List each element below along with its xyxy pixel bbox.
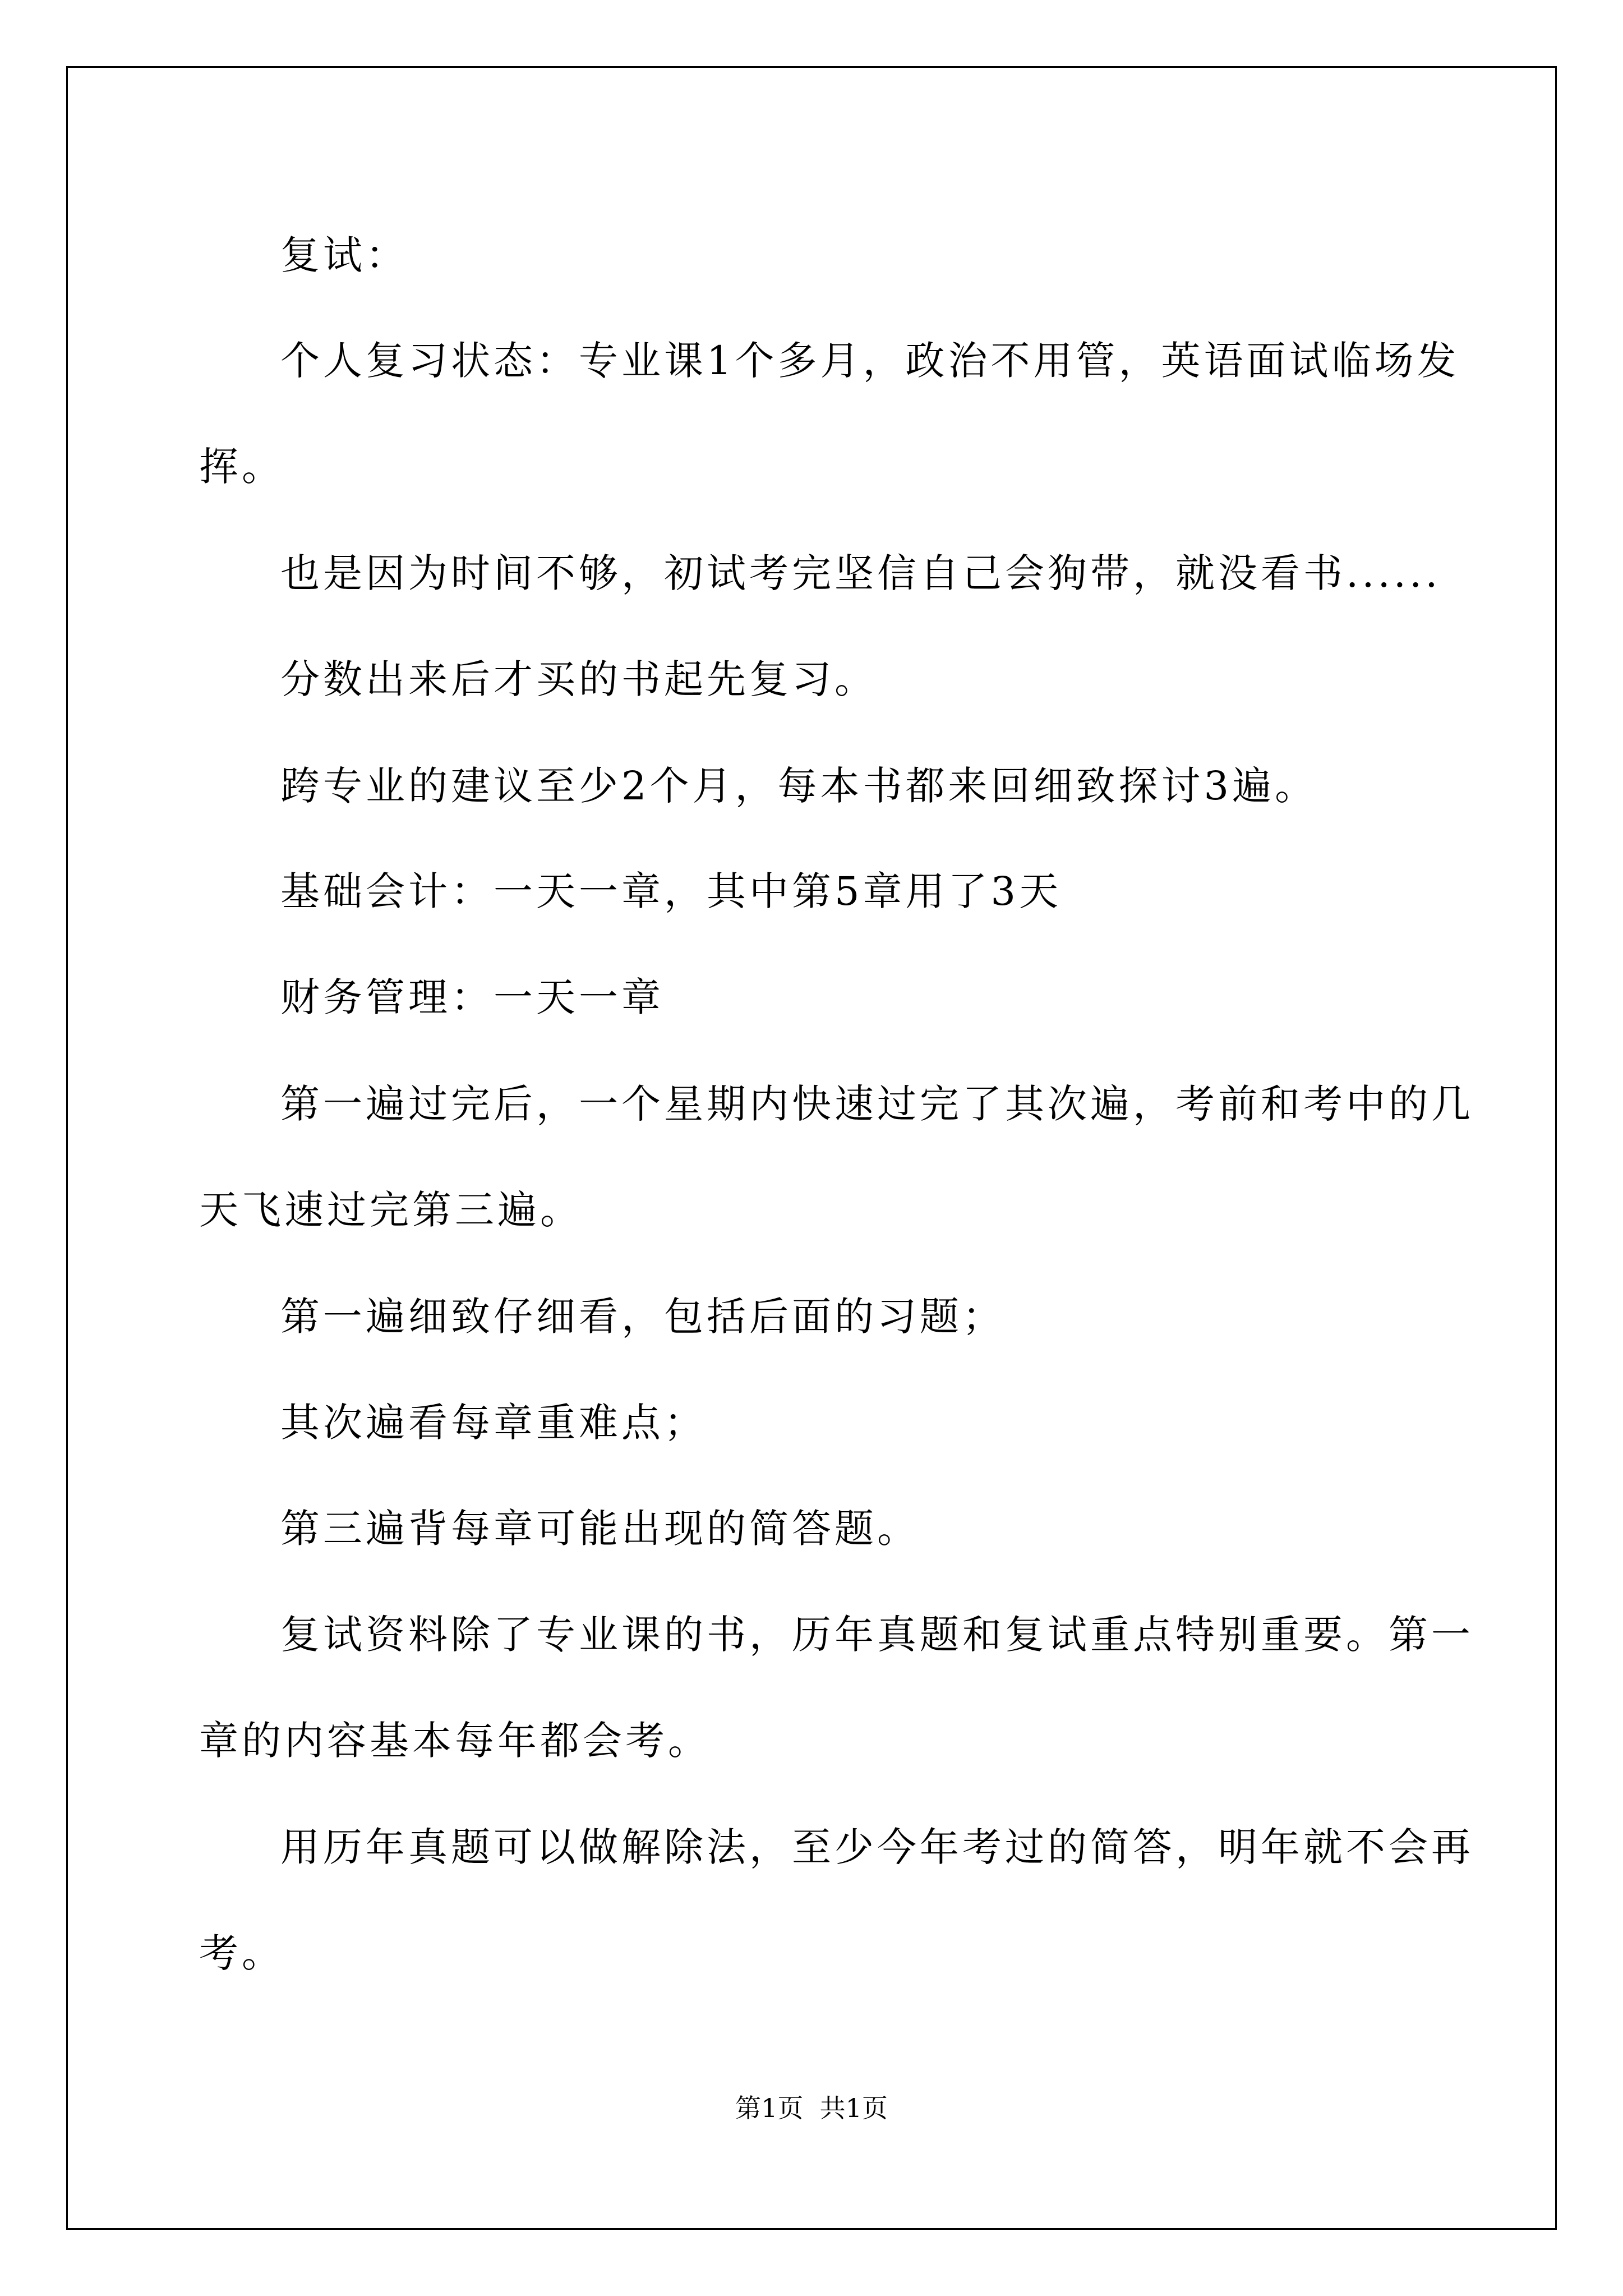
paragraph-line: 复试资料除了专业课的书，历年真题和复试重点特别重要。第一 bbox=[280, 1612, 1474, 1658]
paragraph-line: 分数出来后才买的书起先复习。 bbox=[280, 656, 877, 702]
paragraph-line: 基础会计：一天一章，其中第5章用了3天 bbox=[280, 868, 1062, 914]
paragraph-line: 章的内容基本每年都会考。 bbox=[199, 1718, 711, 1764]
paragraph-line: 个人复习状态：专业课1个多月，政治不用管，英语面试临场发 bbox=[280, 338, 1460, 384]
paragraph-line: 跨专业的建议至少2个月，每本书都来回细致探讨3遍。 bbox=[280, 763, 1318, 809]
paragraph-line: 也是因为时间不够，初试考完坚信自己会狗带，就没看书...... bbox=[280, 550, 1441, 596]
paragraph-line: 复试： bbox=[280, 232, 408, 278]
paragraph-line: 其次遍看每章重难点； bbox=[280, 1400, 707, 1446]
page-number-footer: 第1页 共1页 bbox=[735, 2093, 888, 2123]
paragraph-line: 挥。 bbox=[199, 444, 284, 490]
paragraph-line: 考。 bbox=[199, 1930, 284, 1976]
paragraph-line: 第一遍过完后，一个星期内快速过完了其次遍，考前和考中的几 bbox=[280, 1081, 1474, 1127]
paragraph-line: 财务管理：一天一章 bbox=[280, 974, 664, 1020]
paragraph-line: 用历年真题可以做解除法，至少今年考过的简答，明年就不会再 bbox=[280, 1824, 1474, 1870]
paragraph-line: 天飞速过完第三遍。 bbox=[199, 1187, 583, 1233]
paragraph-line: 第三遍背每章可能出现的简答题。 bbox=[280, 1506, 920, 1552]
paragraph-line: 第一遍细致仔细看，包括后面的习题； bbox=[280, 1294, 1005, 1340]
